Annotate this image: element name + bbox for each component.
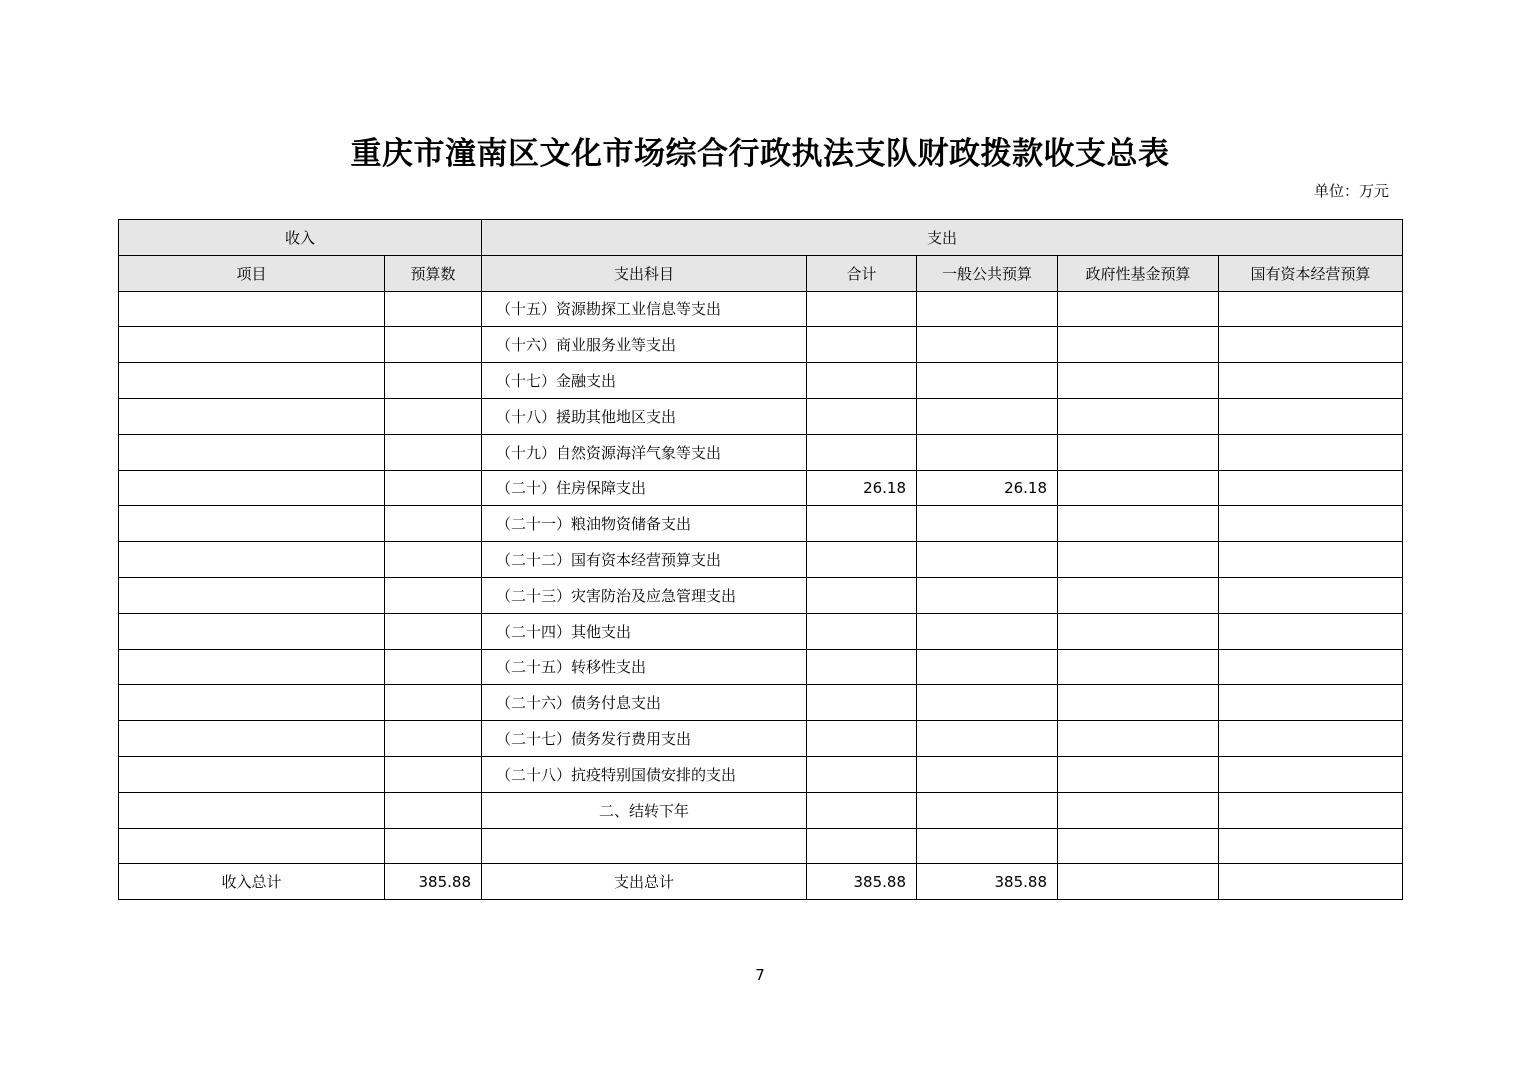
table-row <box>119 434 1403 470</box>
table-row <box>119 649 1403 685</box>
expense-item-cell: （十九）自然资源海洋气象等支出 <box>482 434 807 470</box>
gov-fund-cell <box>1058 327 1219 363</box>
gov-fund-cell <box>1058 613 1219 649</box>
general-budget-cell <box>917 434 1058 470</box>
general-budget-cell <box>917 685 1058 721</box>
expense-item-cell: （二十二）国有资本经营预算支出 <box>482 542 807 578</box>
expense-item-cell: （二十）住房保障支出 <box>482 470 807 506</box>
income-budget-cell <box>385 291 482 327</box>
income-item-cell <box>119 542 385 578</box>
header-item: 项目 <box>119 255 385 291</box>
general-budget-cell <box>917 291 1058 327</box>
table-row <box>119 685 1403 721</box>
general-budget-cell <box>917 756 1058 792</box>
total-cell <box>807 434 917 470</box>
income-item-cell <box>119 613 385 649</box>
income-item-cell <box>119 506 385 542</box>
state-capital-cell <box>1219 613 1403 649</box>
income-budget-cell <box>385 756 482 792</box>
total-cell <box>807 398 917 434</box>
total-cell <box>807 721 917 757</box>
state-capital-cell <box>1219 291 1403 327</box>
income-item-cell <box>119 828 385 864</box>
state-capital-cell <box>1219 685 1403 721</box>
table-row <box>119 291 1403 327</box>
gov-fund-cell <box>1058 506 1219 542</box>
gov-fund-cell <box>1058 470 1219 506</box>
table-row <box>119 756 1403 792</box>
table-row <box>119 792 1403 828</box>
gov-fund-cell <box>1058 828 1219 864</box>
income-item-cell <box>119 434 385 470</box>
income-budget-cell <box>385 721 482 757</box>
state-capital-cell <box>1219 470 1403 506</box>
income-item-cell <box>119 649 385 685</box>
header-income: 收入 <box>119 220 482 256</box>
general-budget-cell <box>917 613 1058 649</box>
table-row <box>119 327 1403 363</box>
gov-fund-cell <box>1058 756 1219 792</box>
income-budget-cell <box>385 613 482 649</box>
gov-fund-cell <box>1058 363 1219 399</box>
income-budget-cell <box>385 792 482 828</box>
header-state-capital-budget: 国有资本经营预算 <box>1219 255 1403 291</box>
gov-fund-total <box>1058 864 1219 900</box>
expense-item-cell: （二十五）转移性支出 <box>482 649 807 685</box>
expense-item-cell <box>482 828 807 864</box>
income-item-cell <box>119 470 385 506</box>
gov-fund-cell <box>1058 792 1219 828</box>
gov-fund-cell <box>1058 398 1219 434</box>
general-budget-cell: 26.18 <box>917 470 1058 506</box>
gov-fund-cell <box>1058 649 1219 685</box>
header-expense-item: 支出科目 <box>482 255 807 291</box>
table-row <box>119 363 1403 399</box>
total-cell <box>807 828 917 864</box>
income-budget-cell <box>385 506 482 542</box>
state-capital-cell <box>1219 792 1403 828</box>
expense-item-cell: （二十一）粮油物资储备支出 <box>482 506 807 542</box>
total-cell <box>807 327 917 363</box>
gov-fund-cell <box>1058 721 1219 757</box>
header-expense: 支出 <box>482 220 1403 256</box>
total-cell: 26.18 <box>807 470 917 506</box>
income-item-cell <box>119 756 385 792</box>
state-capital-cell <box>1219 363 1403 399</box>
total-cell <box>807 363 917 399</box>
total-cell <box>807 577 917 613</box>
table-row <box>119 398 1403 434</box>
income-budget-cell <box>385 470 482 506</box>
general-budget-cell <box>917 792 1058 828</box>
fiscal-summary-table <box>118 219 1403 900</box>
expense-total-value: 385.88 <box>807 864 917 900</box>
income-total-value: 385.88 <box>385 864 482 900</box>
gov-fund-cell <box>1058 685 1219 721</box>
general-budget-cell <box>917 577 1058 613</box>
income-item-cell <box>119 792 385 828</box>
income-budget-cell <box>385 434 482 470</box>
state-capital-cell <box>1219 398 1403 434</box>
expense-item-cell: （二十三）灾害防治及应急管理支出 <box>482 577 807 613</box>
table-row <box>119 828 1403 864</box>
gov-fund-cell <box>1058 434 1219 470</box>
total-cell <box>807 291 917 327</box>
income-item-cell <box>119 577 385 613</box>
table-row <box>119 542 1403 578</box>
income-budget-cell <box>385 327 482 363</box>
total-cell <box>807 613 917 649</box>
general-budget-total: 385.88 <box>917 864 1058 900</box>
unit-label: 单位：万元 <box>1313 182 1389 200</box>
general-budget-cell <box>917 828 1058 864</box>
table-row <box>119 470 1403 506</box>
header-row-group <box>119 220 1403 256</box>
state-capital-cell <box>1219 542 1403 578</box>
income-item-cell <box>119 685 385 721</box>
state-capital-cell <box>1219 721 1403 757</box>
gov-fund-cell <box>1058 291 1219 327</box>
income-budget-cell <box>385 649 482 685</box>
income-total-label: 收入总计 <box>119 864 385 900</box>
general-budget-cell <box>917 542 1058 578</box>
state-capital-cell <box>1219 327 1403 363</box>
table-row <box>119 613 1403 649</box>
income-item-cell <box>119 327 385 363</box>
income-item-cell <box>119 721 385 757</box>
expense-item-cell: （十五）资源勘探工业信息等支出 <box>482 291 807 327</box>
table-row <box>119 577 1403 613</box>
header-budget: 预算数 <box>385 255 482 291</box>
total-cell <box>807 685 917 721</box>
state-capital-cell <box>1219 434 1403 470</box>
expense-item-cell: （二十四）其他支出 <box>482 613 807 649</box>
expense-item-cell: （二十七）债务发行费用支出 <box>482 721 807 757</box>
general-budget-cell <box>917 721 1058 757</box>
income-item-cell <box>119 398 385 434</box>
header-row-columns <box>119 255 1403 291</box>
general-budget-cell <box>917 649 1058 685</box>
gov-fund-cell <box>1058 542 1219 578</box>
table-row <box>119 506 1403 542</box>
total-cell <box>807 506 917 542</box>
table-row <box>119 721 1403 757</box>
total-cell <box>807 792 917 828</box>
page-number: 7 <box>755 966 765 984</box>
state-capital-total <box>1219 864 1403 900</box>
expense-total-label: 支出总计 <box>482 864 807 900</box>
income-budget-cell <box>385 542 482 578</box>
gov-fund-cell <box>1058 577 1219 613</box>
general-budget-cell <box>917 506 1058 542</box>
header-total: 合计 <box>807 255 917 291</box>
expense-item-cell: （十七）金融支出 <box>482 363 807 399</box>
income-budget-cell <box>385 685 482 721</box>
page-title: 重庆市潼南区文化市场综合行政执法支队财政拨款收支总表 <box>350 136 1170 172</box>
state-capital-cell <box>1219 828 1403 864</box>
expense-item-cell: （二十六）债务付息支出 <box>482 685 807 721</box>
income-budget-cell <box>385 828 482 864</box>
general-budget-cell <box>917 327 1058 363</box>
header-gov-fund-budget: 政府性基金预算 <box>1058 255 1219 291</box>
expense-item-cell: （二十八）抗疫特别国债安排的支出 <box>482 756 807 792</box>
totals-row <box>119 864 1403 900</box>
total-cell <box>807 649 917 685</box>
total-cell <box>807 542 917 578</box>
header-general-budget: 一般公共预算 <box>917 255 1058 291</box>
total-cell <box>807 756 917 792</box>
state-capital-cell <box>1219 756 1403 792</box>
expense-item-cell: （十八）援助其他地区支出 <box>482 398 807 434</box>
expense-item-cell: 二、结转下年 <box>482 792 807 828</box>
income-item-cell <box>119 363 385 399</box>
income-item-cell <box>119 291 385 327</box>
general-budget-cell <box>917 363 1058 399</box>
state-capital-cell <box>1219 506 1403 542</box>
state-capital-cell <box>1219 649 1403 685</box>
state-capital-cell <box>1219 577 1403 613</box>
income-budget-cell <box>385 398 482 434</box>
income-budget-cell <box>385 363 482 399</box>
expense-item-cell: （十六）商业服务业等支出 <box>482 327 807 363</box>
income-budget-cell <box>385 577 482 613</box>
general-budget-cell <box>917 398 1058 434</box>
